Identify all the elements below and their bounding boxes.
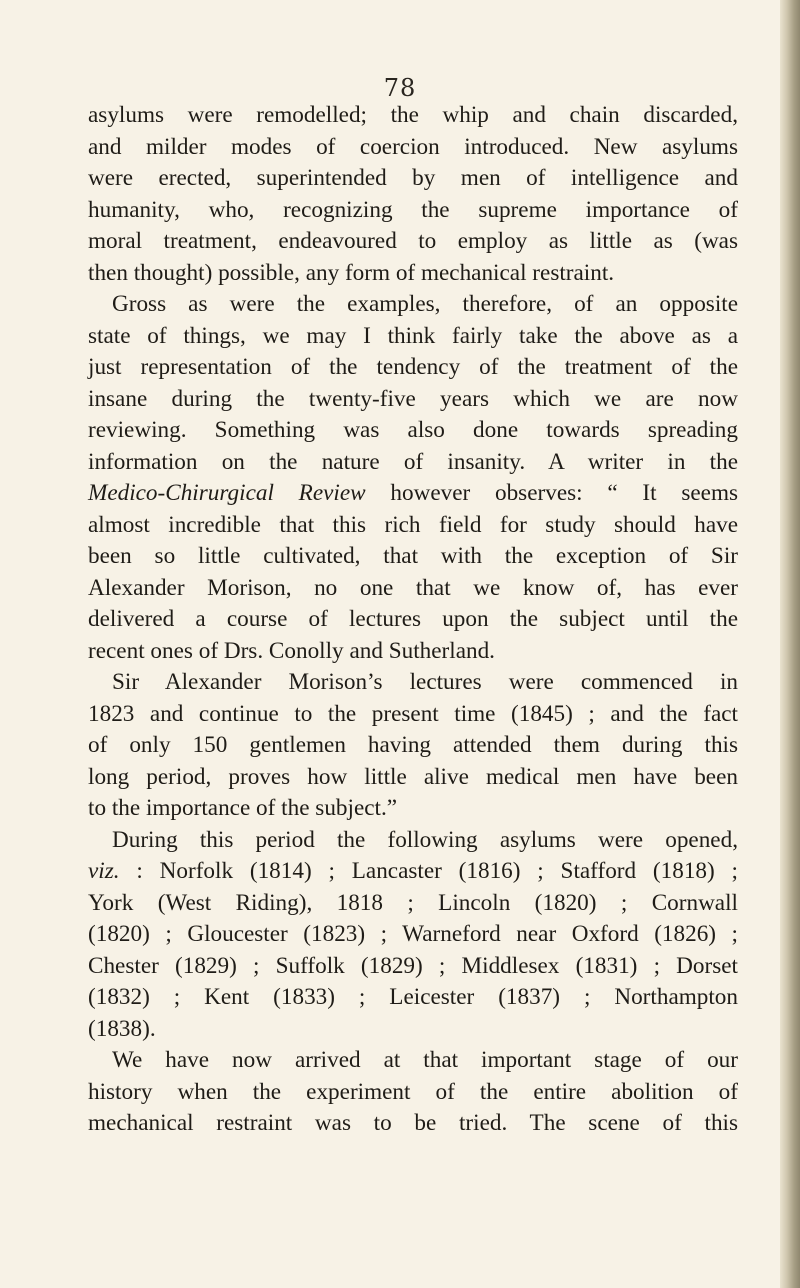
body-text (88, 100, 738, 1140)
text-line: moral treatment, endeavoured to employ as little as (was (88, 228, 738, 254)
text-line: history when the experiment of the entire abolition of (88, 1078, 738, 1105)
text-line: York (West Riding), 1818 ; Lincoln (1820) ; Cornwall (88, 889, 738, 916)
text-line: to the importance of the subject.” (88, 795, 398, 821)
text-line-with-italic (88, 856, 738, 888)
text-line: During this period the following asylums were opened, (112, 826, 738, 853)
text-line: and milder modes of coercion introduced. New asylums (88, 133, 738, 160)
text-line: been so little cultivated, that with the exception of Sir (88, 543, 738, 569)
text-line: asylums were remodelled; the whip and chain discarded, (88, 102, 738, 128)
journal-title: Medico-Chirurgical Review (88, 480, 366, 506)
text-line-with-italic (88, 478, 738, 510)
page-number: 78 (383, 74, 417, 102)
text-line: 1823 and continue to the present time (1845) ; and the fact (88, 700, 738, 727)
text-fragment: : Norfolk (1814) ; Lancaster (1816) ; Stafford (1818) ; (119, 858, 738, 884)
text-line: were erected, superintended by men of intelligence and (88, 165, 738, 191)
text-line: state of things, we may I think fairly take the above as a (88, 322, 738, 349)
text-line: insane during the twenty-five years which we are now (88, 385, 738, 412)
text-line: of only 150 gentlemen having attended them during this (88, 732, 738, 758)
text-fragment: however observes: “ It seems (365, 480, 739, 506)
text-line: (1838). (88, 1015, 156, 1042)
text-line: mechanical restraint was to be tried. The scene of this (88, 1110, 738, 1136)
text-line: almost incredible that this rich field for study should have (88, 511, 738, 538)
text-line: recent ones of Drs. Conolly and Sutherland. (88, 637, 495, 664)
text-line: delivered a course of lectures upon the subject until the (88, 606, 738, 632)
text-line: reviewing. Something was also done towards spreading (88, 417, 738, 443)
text-line: Chester (1829) ; Suffolk (1829) ; Middlesex (1831) ; Dorset (88, 952, 738, 979)
text-line: (1832) ; Kent (1833) ; Leicester (1837) ; Northampton (88, 984, 738, 1010)
text-line: Sir Alexander Morison’s lectures were commenced in (112, 669, 738, 695)
text-line: Alexander Morison, no one that we know of, has ever (88, 574, 738, 601)
abbreviation: viz. (88, 858, 120, 884)
text-line: long period, proves how little alive medical men have been (88, 763, 738, 790)
text-line: just representation of the tendency of the treatment of the (88, 354, 738, 380)
text-line: (1820) ; Gloucester (1823) ; Warneford near Oxford (1826) ; (88, 921, 738, 947)
text-line: We have now arrived at that important stage of our (112, 1047, 738, 1073)
text-line: then thought) possible, any form of mechanical restraint. (88, 259, 615, 286)
page-binding-edge (780, 0, 800, 1288)
text-line: information on the nature of insanity. A writer in the (88, 448, 738, 475)
text-line: humanity, who, recognizing the supreme importance of (88, 196, 738, 223)
text-line: Gross as were the examples, therefore, of an opposite (112, 291, 738, 317)
